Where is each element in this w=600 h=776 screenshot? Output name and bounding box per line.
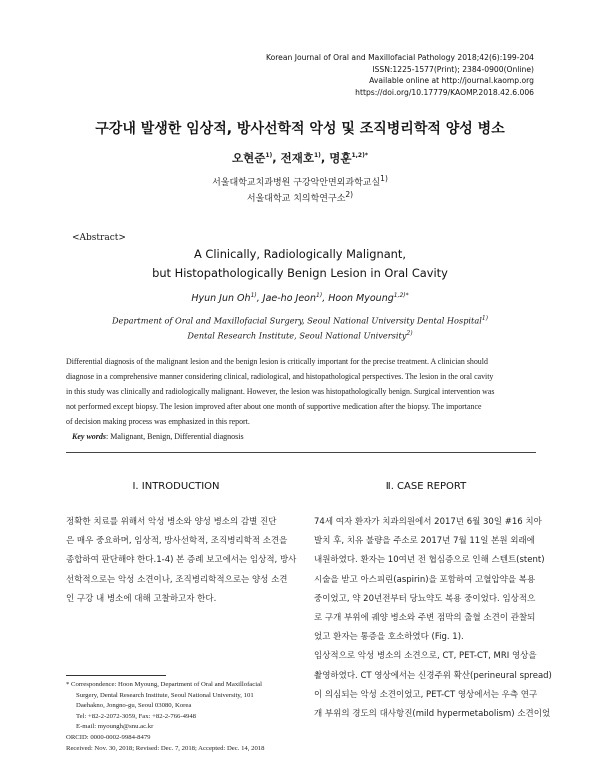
journal-doi[interactable]: https://doi.org/10.17779/KAOMP.2018.42.6.006 — [355, 87, 534, 97]
english-title-line-2: but Histopathologically Benign Lesion in Oral Cavity — [152, 266, 448, 280]
english-affiliation-2 — [0, 330, 600, 341]
affiliation-text: Dental Research Institute, Seoul National University — [187, 330, 407, 341]
footnote-line: Tel: +82-2-2072-3059, Fax: +82-2-766-4948 — [76, 712, 197, 720]
author-name: Hyun Jun Oh — [191, 293, 251, 305]
korean-affiliation-1 — [0, 174, 600, 188]
footnote-email[interactable]: E-mail: myoungh@snu.ac.kr — [76, 723, 154, 731]
body-line: 종합하여 판단해야 한다.1-4) 본 증례 보고에서는 임상적, 방사 — [66, 555, 297, 566]
case-report-text — [314, 513, 552, 724]
affiliation-text: 서울대학교 치의학연구소 — [246, 194, 346, 204]
body-line: 내원하였다. 환자는 10여년 전 협심증으로 인해 스텐트(stent) — [314, 555, 545, 566]
affiliation-mark: 2) — [345, 190, 354, 199]
author-affiliation-mark: 1) — [265, 152, 273, 160]
abstract-line: in this study was clinically and radiologically malignant. However, the lesion was histopathologically benign. Surgical intervention was — [66, 387, 495, 396]
author-affiliation-mark: 1) — [250, 292, 257, 299]
footnote-orcid: ORCID: 0000-0002-9984-8479 — [66, 733, 151, 741]
journal-citation: Korean Journal of Oral and Maxillofacial Pathology 2018;42(6):199-204 — [265, 53, 534, 62]
keywords-text: : Malignant, Benign, Differential diagnosis — [106, 432, 244, 441]
abstract-line: Differential diagnosis of the malignant lesion and the benign lesion is critically important for the precise treatment. A clinician should — [66, 357, 488, 366]
english-authors — [0, 292, 600, 304]
english-title-line-1: A Clinically, Radiologically Malignant, — [194, 247, 406, 261]
body-line: 이 의심되는 악성 소견이었고, PET-CT 영상에서는 우측 연구 — [314, 689, 538, 700]
abstract-line: diagnose in a comprehensive manner considering clinical, radiological, and histopathological perspectives. The lesion in the oral cavity — [66, 372, 494, 381]
body-line: 정확한 치료를 위해서 악성 병소와 양성 병소의 감별 진단 — [66, 517, 277, 527]
korean-authors — [0, 150, 600, 166]
abstract-label: <Abstract> — [72, 233, 126, 243]
korean-title: 구강내 발생한 임상적, 방사선학적 악성 및 조직병리학적 양성 병소 — [95, 121, 505, 137]
footnote-divider — [66, 675, 166, 676]
affiliation-mark: 1) — [481, 315, 489, 322]
author-name: 전재호 — [280, 151, 314, 165]
body-line: 인 구강 내 병소에 대해 고찰하고자 한다. — [66, 593, 217, 604]
section-heading-case-report: Ⅱ. CASE REPORT — [385, 481, 467, 492]
introduction-text — [66, 513, 297, 609]
author-separator: , — [272, 151, 281, 165]
journal-issn: ISSN:1225-1577(Print); 2384-0900(Online) — [372, 64, 534, 74]
author-name: 오현준 — [232, 151, 266, 165]
english-affiliation-1 — [0, 315, 600, 326]
body-line: 개 부위의 경도의 대사항진(mild hypermetabolism) 소견이었 — [314, 709, 551, 720]
keywords-label: Key words — [72, 432, 106, 441]
journal-header — [266, 52, 534, 98]
affiliation-text: Department of Oral and Maxillofacial Surgery, Seoul National University Dental Hospital — [111, 315, 482, 326]
footnote-line: * Correspondence: Hoon Myoung, Department of Oral and Maxillofacial — [66, 681, 262, 688]
abstract-line: of decision making process was emphasized in this report. — [66, 417, 250, 426]
author-separator: , — [256, 293, 263, 305]
abstract-body — [66, 354, 536, 429]
affiliation-mark: 2) — [406, 330, 413, 337]
body-line: 은 매우 중요하며, 임상적, 방사선학적, 조직병리학적 소견을 — [66, 536, 288, 547]
body-line: 발치 후, 치유 불량을 주소로 2017년 7월 11일 본원 외래에 — [314, 536, 535, 547]
body-line: 었고 환자는 통증을 호소하였다 (Fig. 1). — [314, 632, 464, 643]
correspondence-footnote — [66, 680, 298, 754]
journal-url[interactable]: Available online at http://journal.kaomp.org — [369, 76, 534, 86]
body-line: 선학적으로는 악성 소견이나, 조직병리학적으로는 양성 소견 — [66, 574, 288, 585]
body-line: 중이었고, 약 20년전부터 당뇨약도 복용 중이었다. 임상적으 — [314, 593, 536, 604]
author-affiliation-mark: 1) — [313, 152, 321, 160]
author-name: Jae-ho Jeon — [262, 293, 317, 305]
author-separator: , — [320, 151, 330, 165]
body-line: 로 구개 부위에 궤양 병소와 주변 점막의 출혈 소견이 관찰되 — [314, 613, 536, 624]
author-name: Hoon Myoung — [328, 293, 394, 305]
footnote-line: Surgery, Dental Research Institute, Seoul National University, 101 — [76, 691, 254, 699]
affiliation-mark: 1) — [380, 174, 388, 183]
author-affiliation-mark: 1,2)* — [351, 152, 368, 160]
author-separator: , — [322, 293, 329, 305]
abstract-divider — [66, 452, 536, 453]
footnote-line: Daehakno, Jongno-gu, Seoul 03080, Korea — [76, 702, 192, 710]
section-heading-introduction: Ⅰ. INTRODUCTION — [132, 481, 220, 492]
keywords — [72, 432, 244, 441]
body-line: 74세 여자 환자가 치과의원에서 2017년 6월 30일 #16 치아 — [314, 517, 542, 527]
affiliation-text: 서울대학교치과병원 구강악안면외과학교실 — [212, 178, 381, 188]
author-affiliation-mark: 1,2)* — [393, 292, 409, 299]
body-line: 촬영하였다. CT 영상에서는 신경주위 확산(perineural spread) — [314, 670, 552, 681]
body-line: 임상적으로 악성 병소의 소견으로, CT, PET-CT, MRI 영상을 — [314, 651, 537, 662]
author-name: 명훈 — [329, 151, 352, 165]
author-affiliation-mark: 1) — [316, 292, 323, 299]
body-line: 시술을 받고 아스피린(aspirin)을 포함하여 고혈압약을 복용 — [314, 574, 536, 585]
footnote-dates: Received: Nov. 30, 2018; Revised: Dec. 7, 2018; Accepted: Dec. 14, 2018 — [66, 744, 265, 752]
korean-affiliation-2 — [0, 190, 600, 204]
abstract-line: not performed except biopsy. The lesion improved after about one month of supportive medication after the biopsy. The importance — [66, 402, 482, 411]
